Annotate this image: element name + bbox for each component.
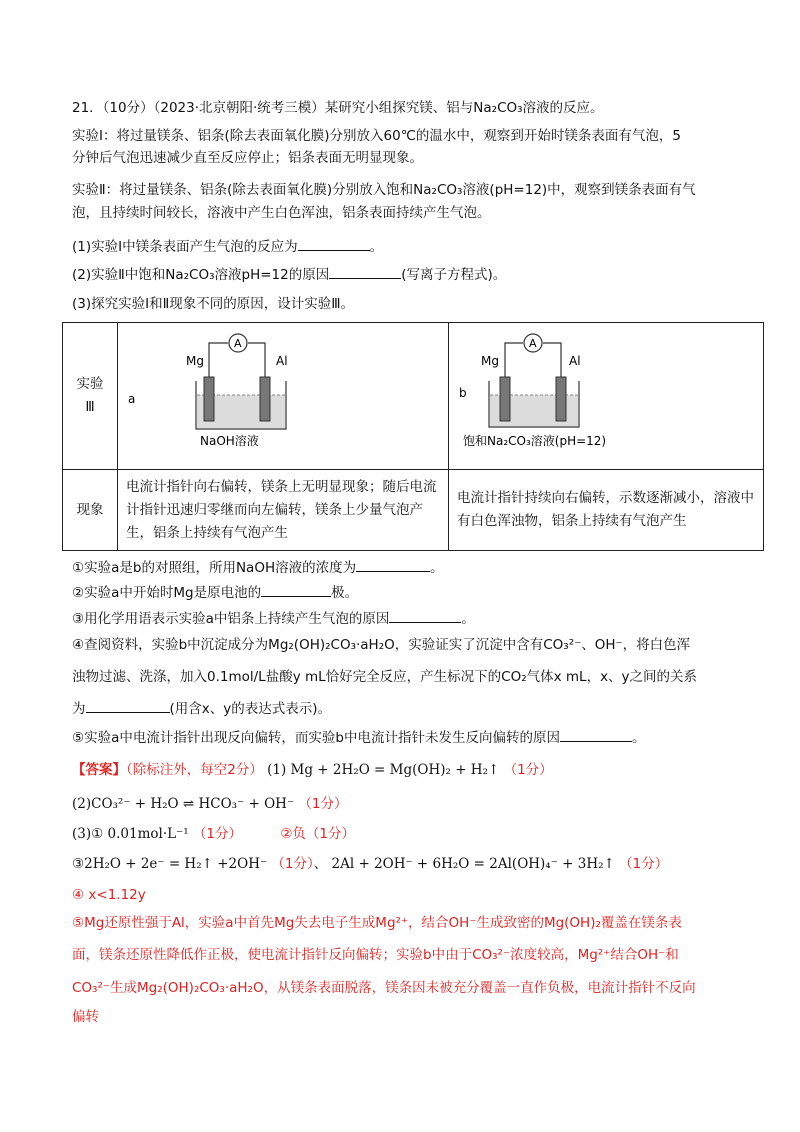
answer-blank[interactable]	[329, 264, 401, 279]
sub-question-5	[72, 727, 645, 748]
apparatus-cell-b	[449, 323, 764, 470]
question-1	[72, 236, 383, 257]
experiment-2-line-1: 实验Ⅱ：将过量镁条、铝条(除去表面氧化膜)分别放入饱和Na₂CO₃溶液(pH=12)中，观察到镁条表面有气	[72, 182, 696, 198]
answer-4: ④ x<1.12y	[72, 887, 146, 903]
question-header: 21．（10分）（2023·北京朝阳·统考三模）某研究小组探究镁、铝与Na₂CO₃溶液的反应。	[72, 100, 604, 116]
answer-blank[interactable]	[560, 727, 632, 742]
answer-3-3b: 2Al + 2OH⁻ + 6H₂O = 2Al(OH)₄⁻ + 3H₂↑	[331, 856, 615, 872]
label-numeral: Ⅲ	[85, 399, 95, 415]
mg-electrode	[500, 377, 510, 421]
sub-question-1-end: 。	[430, 560, 444, 576]
answer-5-line-1: ⑤Mg还原性强于Al，实验a中首先Mg失去电子生成Mg²⁺，结合OH⁻生成致密的Mg(OH)₂覆盖在镁条表	[72, 915, 682, 931]
label-b: b	[459, 386, 467, 400]
solution-caption-b: 饱和Na₂CO₃溶液(pH=12)	[463, 434, 607, 448]
sub-question-3-text: ③用化学用语表示实验a中铝条上持续产生气泡的原因	[72, 611, 390, 627]
sub-question-4-line-3	[72, 698, 331, 719]
label-text: 实验	[76, 376, 104, 392]
apparatus-b-diagram	[449, 323, 769, 467]
answer-5-line-2: 面，镁条还原性降低作正极，使电流计指针反向偏转；实验b中由于CO₃²⁻浓度较高，Mg²⁺结合OH⁻和	[72, 947, 679, 963]
answer-3-3-separator: 、	[313, 856, 328, 872]
answer-tag: 【答案】	[72, 762, 126, 778]
sub-question-3-end: 。	[461, 611, 475, 627]
experiment-1-line-2: 分钟后气泡迅速减少直至反应停止；铝条表面无明显现象。	[72, 150, 423, 166]
answer-note: （除标注外，每空2分）	[126, 762, 263, 778]
answer-3-3b-points: （1分）	[619, 856, 669, 872]
apparatus-cell-a	[118, 323, 449, 470]
answer-blank[interactable]	[86, 698, 170, 713]
question-2	[72, 264, 506, 285]
experiment-2-line-2: 泡，且持续时间较长，溶液中产生白色浑浊，铝条表面持续产生气泡。	[72, 205, 491, 221]
apparatus-a-diagram	[118, 323, 446, 467]
svg-text:A: A	[529, 337, 537, 350]
sub-question-2-text: ②实验a中开始时Mg是原电池的	[72, 585, 262, 601]
answer-3-2: ②负（1分）	[280, 826, 356, 842]
mg-label: Mg	[481, 354, 499, 368]
table-label-experiment	[63, 323, 118, 470]
sub-question-3	[72, 608, 475, 629]
answer-2-equation: (2)CO₃²⁻ + H₂O ⇌ HCO₃⁻ + OH⁻	[72, 796, 295, 812]
answer-line-2	[72, 794, 347, 814]
answer-line-3	[72, 824, 355, 844]
al-label: Al	[569, 354, 581, 368]
answer-3-3-points: （1分）	[271, 856, 314, 872]
answer-3-3: ③2H₂O + 2e⁻ = H₂↑ +2OH⁻	[72, 856, 268, 872]
sub-question-4-line-2: 浊物过滤、洗涤，加入0.1mol/L盐酸y mL恰好完全反应，产生标况下的CO₂气体x mL，x、y之间的关系	[72, 669, 698, 685]
observation-a: 电流计指针向右偏转，镁条上无明显现象；随后电流计指针迅速归零继而向左偏转，镁条上少量气泡产生，铝条上持续有气泡产生	[118, 470, 449, 551]
al-electrode	[556, 377, 566, 421]
solution-caption-a: NaOH溶液	[200, 434, 259, 448]
mg-label: Mg	[186, 354, 204, 368]
question-3: (3)探究实验Ⅰ和Ⅱ现象不同的原因，设计实验Ⅲ。	[72, 296, 355, 312]
experiment-table	[62, 322, 764, 551]
sub-question-1-text: ①实验a是b的对照组，所用NaOH溶液的浓度为	[72, 560, 357, 576]
answer-5-line-4: 偏转	[72, 1009, 99, 1025]
sub-question-1	[72, 557, 444, 578]
sub-question-2-end: 极。	[331, 585, 359, 601]
answer-blank[interactable]	[389, 608, 461, 623]
answer-blank[interactable]	[261, 582, 331, 597]
label-a: a	[128, 392, 136, 406]
question-2-text: (2)实验Ⅱ中饱和Na₂CO₃溶液pH=12的原因	[72, 267, 330, 283]
answer-1-points: （1分）	[503, 762, 553, 778]
answer-3-1-points: （1分）	[192, 826, 243, 842]
sub-question-5-text: ⑤实验a中电流计指针出现反向偏转，而实验b中电流计指针未发生反向偏转的原因	[72, 730, 560, 746]
answer-line-1	[72, 760, 553, 780]
observation-b: 电流计指针持续向右偏转，示数逐渐减小，溶液中有白色浑浊物，铝条上持续有气泡产生	[449, 470, 764, 551]
sub-question-2	[72, 582, 358, 603]
question-2-end: (写离子方程式)。	[401, 267, 507, 283]
svg-text:A: A	[234, 337, 242, 350]
answer-blank[interactable]	[298, 236, 370, 251]
answer-blank[interactable]	[356, 557, 430, 572]
sub-question-4-end: (用含x、y的表达式表示)。	[169, 701, 332, 717]
answer-2-points: （1分）	[298, 796, 348, 812]
answer-1-equation: (1) Mg + 2H₂O = Mg(OH)₂ + H₂↑	[267, 762, 500, 778]
table-label-phenomenon: 现象	[63, 470, 118, 551]
sub-question-4-prefix: 为	[72, 701, 86, 717]
al-label: Al	[276, 354, 288, 368]
sub-question-4-line-1: ④查阅资料，实验b中沉淀成分为Mg₂(OH)₂CO₃·aH₂O，实验证实了沉淀中含有CO₃²⁻、OH⁻，将白色浑	[72, 637, 691, 653]
mg-electrode	[204, 377, 214, 421]
question-1-text: (1)实验Ⅰ中镁条表面产生气泡的反应为	[72, 239, 298, 255]
question-1-end: 。	[369, 239, 384, 255]
answer-5-line-3: CO₃²⁻生成Mg₂(OH)₂CO₃·aH₂O，从镁条表面脱落，镁条因未被充分覆盖一直作负极，电流计指针不反向	[72, 980, 696, 996]
sub-question-5-end: 。	[631, 730, 646, 746]
al-electrode	[260, 377, 270, 421]
answer-line-4	[72, 854, 668, 874]
answer-3-1: (3)① 0.01mol·L⁻¹	[72, 826, 189, 842]
experiment-1-line-1: 实验Ⅰ：将过量镁条、铝条(除去表面氧化膜)分别放入60℃的温水中，观察到开始时镁条表面有气泡，5	[72, 128, 681, 144]
